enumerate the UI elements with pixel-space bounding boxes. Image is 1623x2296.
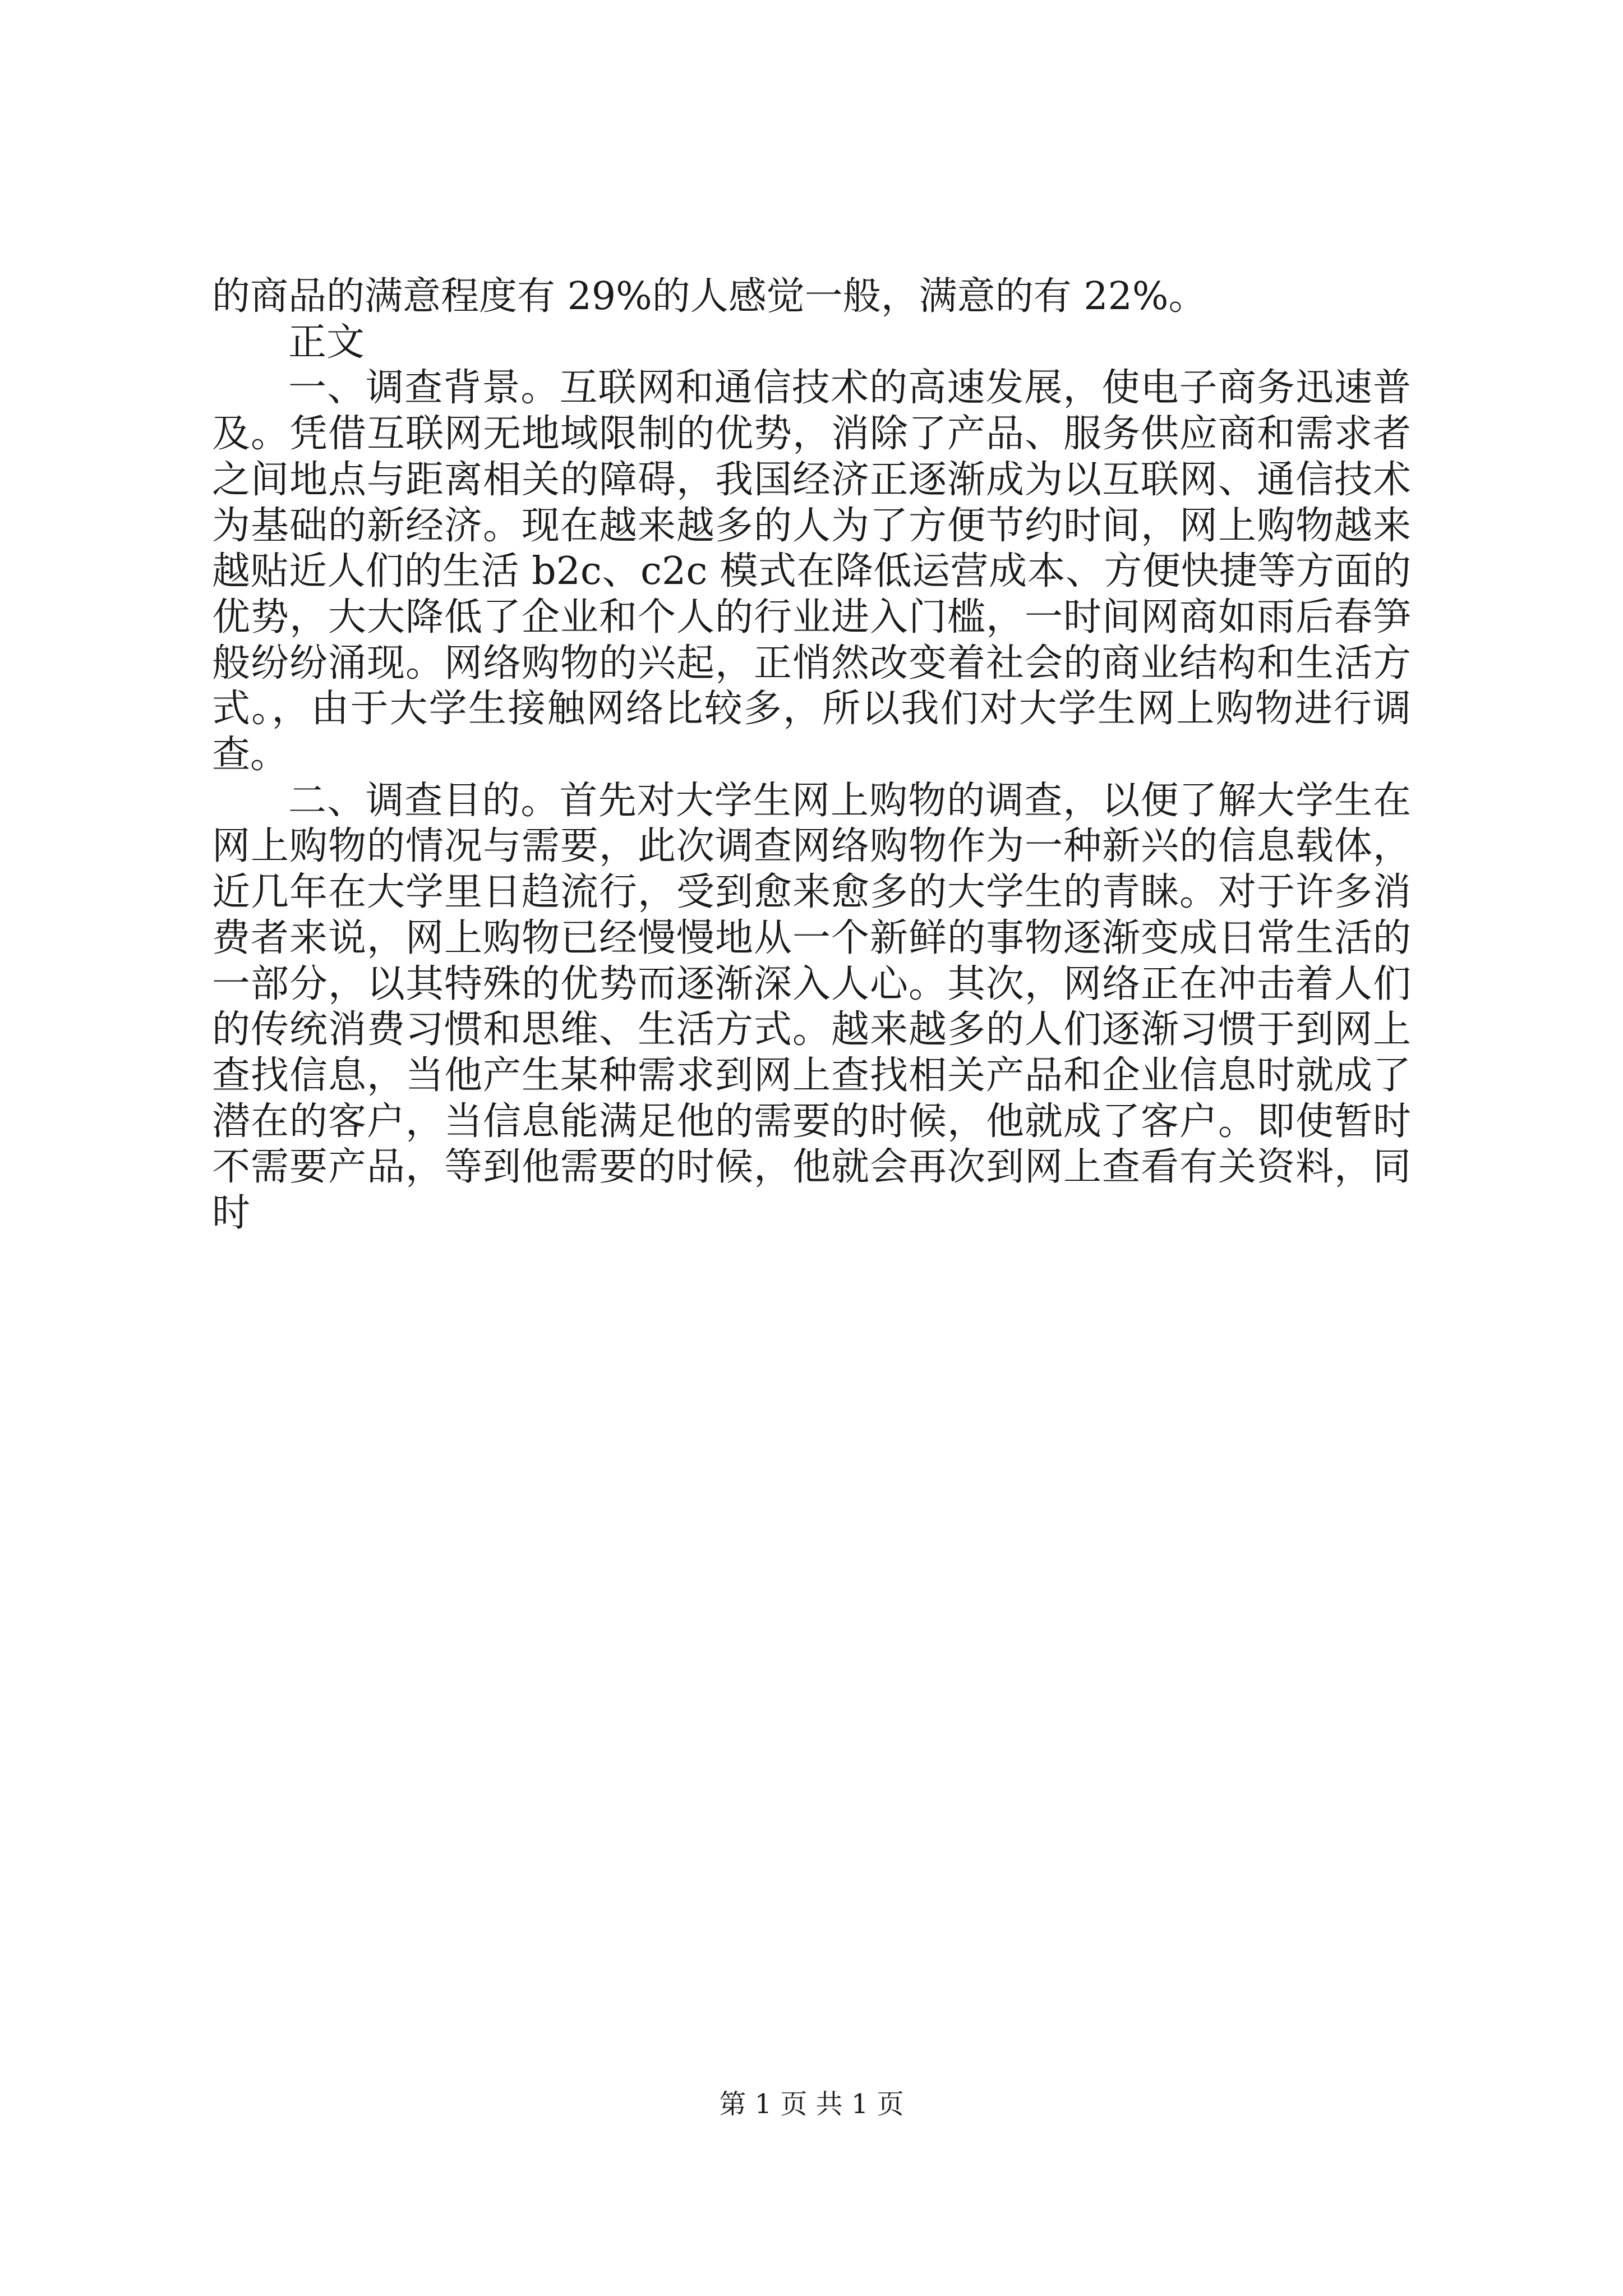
body-text bbox=[212, 274, 1411, 1236]
section-heading: 正文 bbox=[288, 320, 365, 365]
paragraph-background: 一、调查背景。互联网和通信技术的高速发展，使电子商务迅速普及。凭借互联网无地域限制的优势，消除了产品、服务供应商和需求者之间地点与距离相关的障碍，我国经济正逐渐成为以互联网、通信技术为基础的新经济。现在越来越多的人为了方便节约时间，网上购物越来越贴近人们的生活 b2c、c2c 模式在降低运营成本、方便快捷等方面的优势，大大降低了企业和个人的行业进入门槛，一时间网商如雨后春笋般纷纷涌现。网络购物的兴起，正悄然改变着社会的商业结构和生活方式。，由于大学生接触网络比较多，所以我们对大学生网上购物进行调查。 bbox=[212, 366, 1411, 777]
paragraph-purpose: 二、调查目的。首先对大学生网上购物的调查，以便了解大学生在网上购物的情况与需要，此次调查网络购物作为一种新兴的信息载体，近几年在大学里日趋流行，受到愈来愈多的大学生的青睐。对于许多消费者来说，网上购物已经慢慢地从一个新鲜的事物逐渐变成日常生活的一部分，以其特殊的优势而逐渐深入人心。其次，网络正在冲击着人们的传统消费习惯和思维、生活方式。越来越多的人们逐渐习惯于到网上查找信息，当他产生某种需求到网上查找相关产品和企业信息时就成了潜在的客户，当信息能满足他的需要的时候，他就成了客户。即使暂时不需要产品，等到他需要的时候，他就会再次到网上查看有关资料，同时 bbox=[212, 778, 1411, 1236]
intro-continuation: 的商品的满意程度有 29%的人感觉一般，满意的有 22%。 bbox=[212, 274, 1207, 319]
page-footer: 第 1 页 共 1 页 bbox=[719, 2088, 904, 2120]
